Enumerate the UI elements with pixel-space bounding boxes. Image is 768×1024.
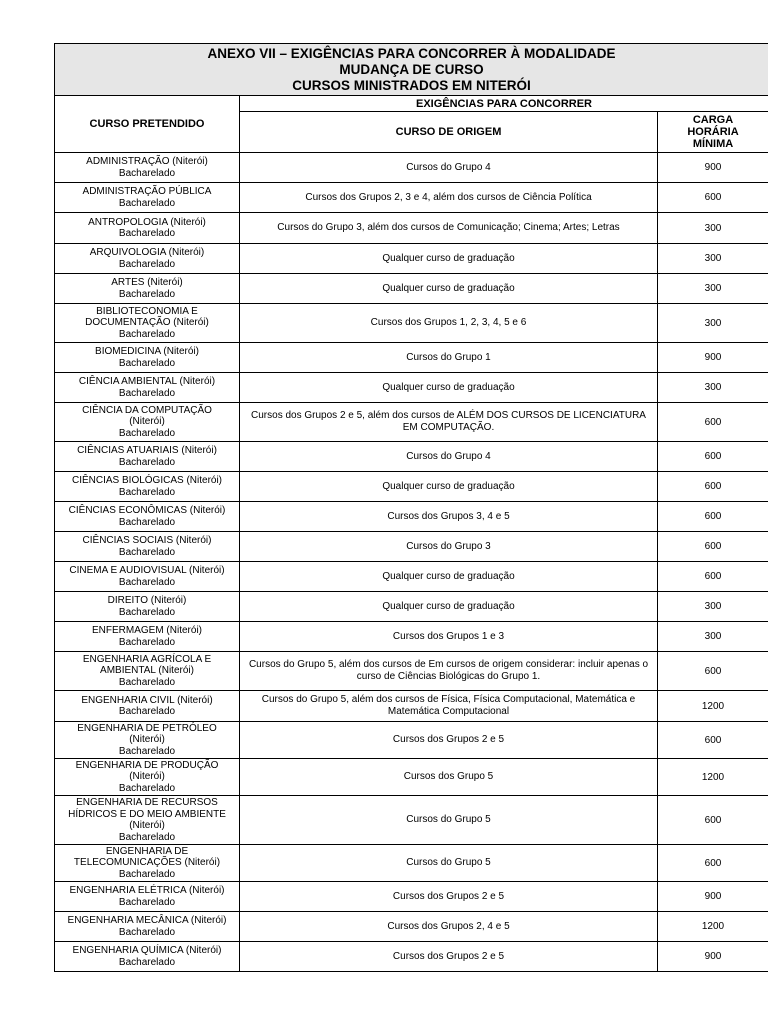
- hours-cell: 300: [658, 373, 768, 403]
- header-course: CURSO PRETENDIDO: [55, 96, 240, 153]
- course-line: ENGENHARIA DE RECURSOS: [76, 797, 218, 808]
- table-row: [55, 403, 768, 442]
- table-row: [55, 562, 768, 592]
- course-line: (Niterói): [129, 416, 165, 428]
- origin-cell: Cursos dos Grupos 3, 4 e 5: [240, 502, 658, 532]
- origin-cell: Cursos do Grupo 5: [240, 845, 658, 882]
- origin-cell: Qualquer curso de graduação: [240, 244, 658, 274]
- origin-cell: Qualquer curso de graduação: [240, 274, 658, 304]
- course-cell: [55, 912, 240, 942]
- course-line: CIÊNCIAS BIOLÓGICAS (Niterói): [71, 475, 223, 486]
- course-line: ENGENHARIA DE PETRÓLEO: [77, 722, 217, 734]
- origin-cell: Cursos do Grupo 1: [240, 343, 658, 373]
- course-line: Bacharelado: [118, 328, 176, 340]
- origin-cell: Cursos dos Grupos 1 e 3: [240, 622, 658, 652]
- course-cell: [55, 882, 240, 912]
- course-line: CIÊNCIAS SOCIAIS (Niterói): [82, 535, 212, 546]
- course-line: Bacharelado: [118, 868, 176, 880]
- hours-cell: 600: [658, 796, 768, 845]
- table-body: [55, 153, 768, 972]
- course-line: Bacharelado: [118, 486, 176, 498]
- course-cell: [55, 942, 240, 972]
- course-line: CINEMA E AUDIOVISUAL (Niterói): [69, 565, 225, 576]
- course-line: Bacharelado: [118, 576, 176, 588]
- hours-cell: 600: [658, 403, 768, 442]
- course-line: DIREITO (Niterói): [107, 595, 187, 606]
- hours-cell: 1200: [658, 691, 768, 722]
- hours-cell: 600: [658, 442, 768, 472]
- course-line: ENGENHARIA ELÉTRICA (Niterói): [69, 885, 225, 896]
- course-line: Bacharelado: [118, 606, 176, 618]
- course-line: Bacharelado: [118, 676, 176, 688]
- course-line: Bacharelado: [118, 956, 176, 968]
- table-row: [55, 442, 768, 472]
- table-row: [55, 912, 768, 942]
- hours-cell: 600: [658, 722, 768, 759]
- hours-cell: 900: [658, 153, 768, 183]
- hours-cell: 1200: [658, 759, 768, 796]
- hours-cell: 600: [658, 183, 768, 213]
- course-cell: [55, 153, 240, 183]
- course-line: DOCUMENTAÇÃO (Niterói): [85, 317, 209, 329]
- table-row: [55, 183, 768, 213]
- hours-cell: 600: [658, 652, 768, 691]
- origin-cell: Qualquer curso de graduação: [240, 373, 658, 403]
- course-cell: [55, 796, 240, 845]
- course-line: ENGENHARIA DE PRODUÇÃO: [75, 759, 219, 771]
- table-row: [55, 274, 768, 304]
- table-row: [55, 532, 768, 562]
- course-line: ADMINISTRAÇÃO (Niterói): [86, 156, 208, 167]
- course-line: Bacharelado: [118, 831, 176, 843]
- origin-cell: Cursos dos Grupos 2, 3 e 4, além dos cursos de Ciência Política: [240, 183, 658, 213]
- course-line: Bacharelado: [118, 167, 176, 179]
- course-line: (Niterói): [129, 820, 165, 831]
- hours-cell: 300: [658, 213, 768, 244]
- origin-cell: Cursos dos Grupos 2 e 5: [240, 882, 658, 912]
- course-line: BIOMEDICINA (Niterói): [95, 346, 199, 357]
- origin-cell: Cursos dos Grupos 1, 2, 3, 4, 5 e 6: [240, 304, 658, 343]
- course-line: ARQUIVOLOGIA (Niterói): [89, 247, 205, 258]
- course-line: TELECOMUNICAÇÕES (Niterói): [73, 857, 221, 869]
- table-row: [55, 343, 768, 373]
- annex-title: [55, 44, 768, 96]
- origin-cell: Cursos do Grupo 3, além dos cursos de Comunicação; Cinema; Artes; Letras: [240, 213, 658, 244]
- hours-cell: 600: [658, 502, 768, 532]
- header-hours-line-1: CARGA: [692, 114, 734, 126]
- requirements-table: [54, 43, 768, 972]
- table-row: [55, 153, 768, 183]
- course-line: Bacharelado: [118, 516, 176, 528]
- origin-cell: Cursos do Grupo 3: [240, 532, 658, 562]
- origin-cell: Cursos dos Grupo 5: [240, 759, 658, 796]
- course-line: ENGENHARIA DE: [105, 845, 189, 857]
- annex-title-line-1: ANEXO VII – EXIGÊNCIAS PARA CONCORRER À MODALIDADE: [207, 45, 616, 61]
- hours-cell: 300: [658, 274, 768, 304]
- course-line: AMBIENTAL (Niterói): [100, 665, 194, 677]
- course-line: CIÊNCIAS ECONÔMICAS (Niterói): [68, 505, 226, 516]
- course-line: Bacharelado: [118, 926, 176, 938]
- header-origin: CURSO DE ORIGEM: [240, 112, 658, 153]
- course-cell: [55, 532, 240, 562]
- course-cell: [55, 759, 240, 796]
- origin-cell: Qualquer curso de graduação: [240, 562, 658, 592]
- origin-cell: Cursos dos Grupos 2 e 5, além dos cursos de ALÉM DOS CURSOS DE LICENCIATURA EM COMPUTAÇÃO.: [240, 403, 658, 442]
- origin-cell: Cursos dos Grupos 2 e 5: [240, 722, 658, 759]
- course-line: Bacharelado: [118, 258, 176, 270]
- course-line: ADMINISTRAÇÃO PÚBLICA: [82, 186, 212, 197]
- origin-cell: Cursos do Grupo 5, além dos cursos de Em cursos de origem considerar: incluir apenas o curso de Ciências Biológicas do Grupo 1.: [240, 652, 658, 691]
- hours-cell: 300: [658, 622, 768, 652]
- hours-cell: 1200: [658, 912, 768, 942]
- course-line: HÍDRICOS E DO MEIO AMBIENTE: [68, 808, 226, 820]
- course-line: CIÊNCIA DA COMPUTAÇÃO: [82, 404, 212, 416]
- course-line: ENGENHARIA MECÂNICA (Niterói): [67, 915, 227, 926]
- table-row: [55, 472, 768, 502]
- course-cell: [55, 183, 240, 213]
- course-line: Bacharelado: [118, 745, 176, 757]
- course-cell: [55, 722, 240, 759]
- course-cell: [55, 472, 240, 502]
- header-hours-line-2: HORÁRIA: [687, 126, 739, 138]
- table-row: [55, 592, 768, 622]
- course-cell: [55, 562, 240, 592]
- table-row: [55, 759, 768, 796]
- origin-cell: Cursos do Grupo 5, além dos cursos de Física, Física Computacional, Matemática e Matemática Computacional: [240, 691, 658, 722]
- course-line: Bacharelado: [118, 706, 176, 717]
- origin-cell: Cursos do Grupo 4: [240, 442, 658, 472]
- course-line: Bacharelado: [118, 456, 176, 468]
- course-line: Bacharelado: [118, 288, 176, 300]
- table-row: [55, 652, 768, 691]
- table-row: [55, 213, 768, 244]
- course-cell: [55, 304, 240, 343]
- origin-cell: Cursos do Grupo 5: [240, 796, 658, 845]
- annex-title-line-3: CURSOS MINISTRADOS EM NITERÓI: [292, 77, 531, 93]
- course-cell: [55, 442, 240, 472]
- table-row: [55, 244, 768, 274]
- course-line: Bacharelado: [118, 357, 176, 369]
- hours-cell: 600: [658, 845, 768, 882]
- header-hours-line-3: MÍNIMA: [692, 138, 734, 150]
- course-line: CIÊNCIA AMBIENTAL (Niterói): [78, 376, 216, 387]
- origin-cell: Cursos do Grupo 4: [240, 153, 658, 183]
- annex-title-line-2: MUDANÇA DE CURSO: [339, 61, 484, 77]
- course-cell: [55, 502, 240, 532]
- course-line: ENGENHARIA CIVIL (Niterói): [81, 694, 213, 706]
- course-line: Bacharelado: [118, 636, 176, 648]
- course-line: ARTES (Niterói): [111, 277, 183, 288]
- origin-cell: Qualquer curso de graduação: [240, 592, 658, 622]
- course-line: Bacharelado: [118, 197, 176, 209]
- course-line: ANTROPOLOGIA (Niterói): [88, 216, 206, 228]
- table-row: [55, 796, 768, 845]
- course-cell: [55, 213, 240, 244]
- course-line: Bacharelado: [118, 782, 176, 794]
- hours-cell: 900: [658, 343, 768, 373]
- table-row: [55, 622, 768, 652]
- course-line: (Niterói): [129, 771, 165, 783]
- table-row: [55, 691, 768, 722]
- course-line: Bacharelado: [118, 228, 176, 239]
- hours-cell: 600: [658, 472, 768, 502]
- table-row: [55, 882, 768, 912]
- hours-cell: 900: [658, 882, 768, 912]
- hours-cell: 600: [658, 532, 768, 562]
- table-row: [55, 373, 768, 403]
- hours-cell: 300: [658, 592, 768, 622]
- table-row: [55, 942, 768, 972]
- hours-cell: 300: [658, 304, 768, 343]
- header-hours: [658, 112, 768, 153]
- course-cell: [55, 652, 240, 691]
- origin-cell: Cursos dos Grupos 2 e 5: [240, 942, 658, 972]
- table-row: [55, 502, 768, 532]
- course-line: Bacharelado: [118, 896, 176, 908]
- course-cell: [55, 845, 240, 882]
- course-line: BIBLIOTECONOMIA E: [96, 305, 198, 317]
- hours-cell: 300: [658, 244, 768, 274]
- table-row: [55, 845, 768, 882]
- course-line: Bacharelado: [118, 546, 176, 558]
- origin-cell: Qualquer curso de graduação: [240, 472, 658, 502]
- course-cell: [55, 244, 240, 274]
- course-line: (Niterói): [129, 734, 165, 746]
- course-line: Bacharelado: [118, 387, 176, 399]
- course-cell: [55, 274, 240, 304]
- course-cell: [55, 691, 240, 722]
- course-line: CIÊNCIAS ATUARIAIS (Niterói): [77, 445, 217, 456]
- course-cell: [55, 622, 240, 652]
- course-line: ENGENHARIA QUÍMICA (Niterói): [72, 945, 222, 956]
- course-line: ENGENHARIA AGRÍCOLA E: [82, 653, 212, 665]
- hours-cell: 900: [658, 942, 768, 972]
- course-line: ENFERMAGEM (Niterói): [91, 625, 202, 636]
- table-row: [55, 304, 768, 343]
- course-line: Bacharelado: [118, 427, 176, 439]
- course-cell: [55, 373, 240, 403]
- header-requirements: EXIGÊNCIAS PARA CONCORRER: [240, 96, 768, 112]
- course-cell: [55, 592, 240, 622]
- course-cell: [55, 403, 240, 442]
- course-cell: [55, 343, 240, 373]
- hours-cell: 600: [658, 562, 768, 592]
- origin-cell: Cursos dos Grupos 2, 4 e 5: [240, 912, 658, 942]
- table-row: [55, 722, 768, 759]
